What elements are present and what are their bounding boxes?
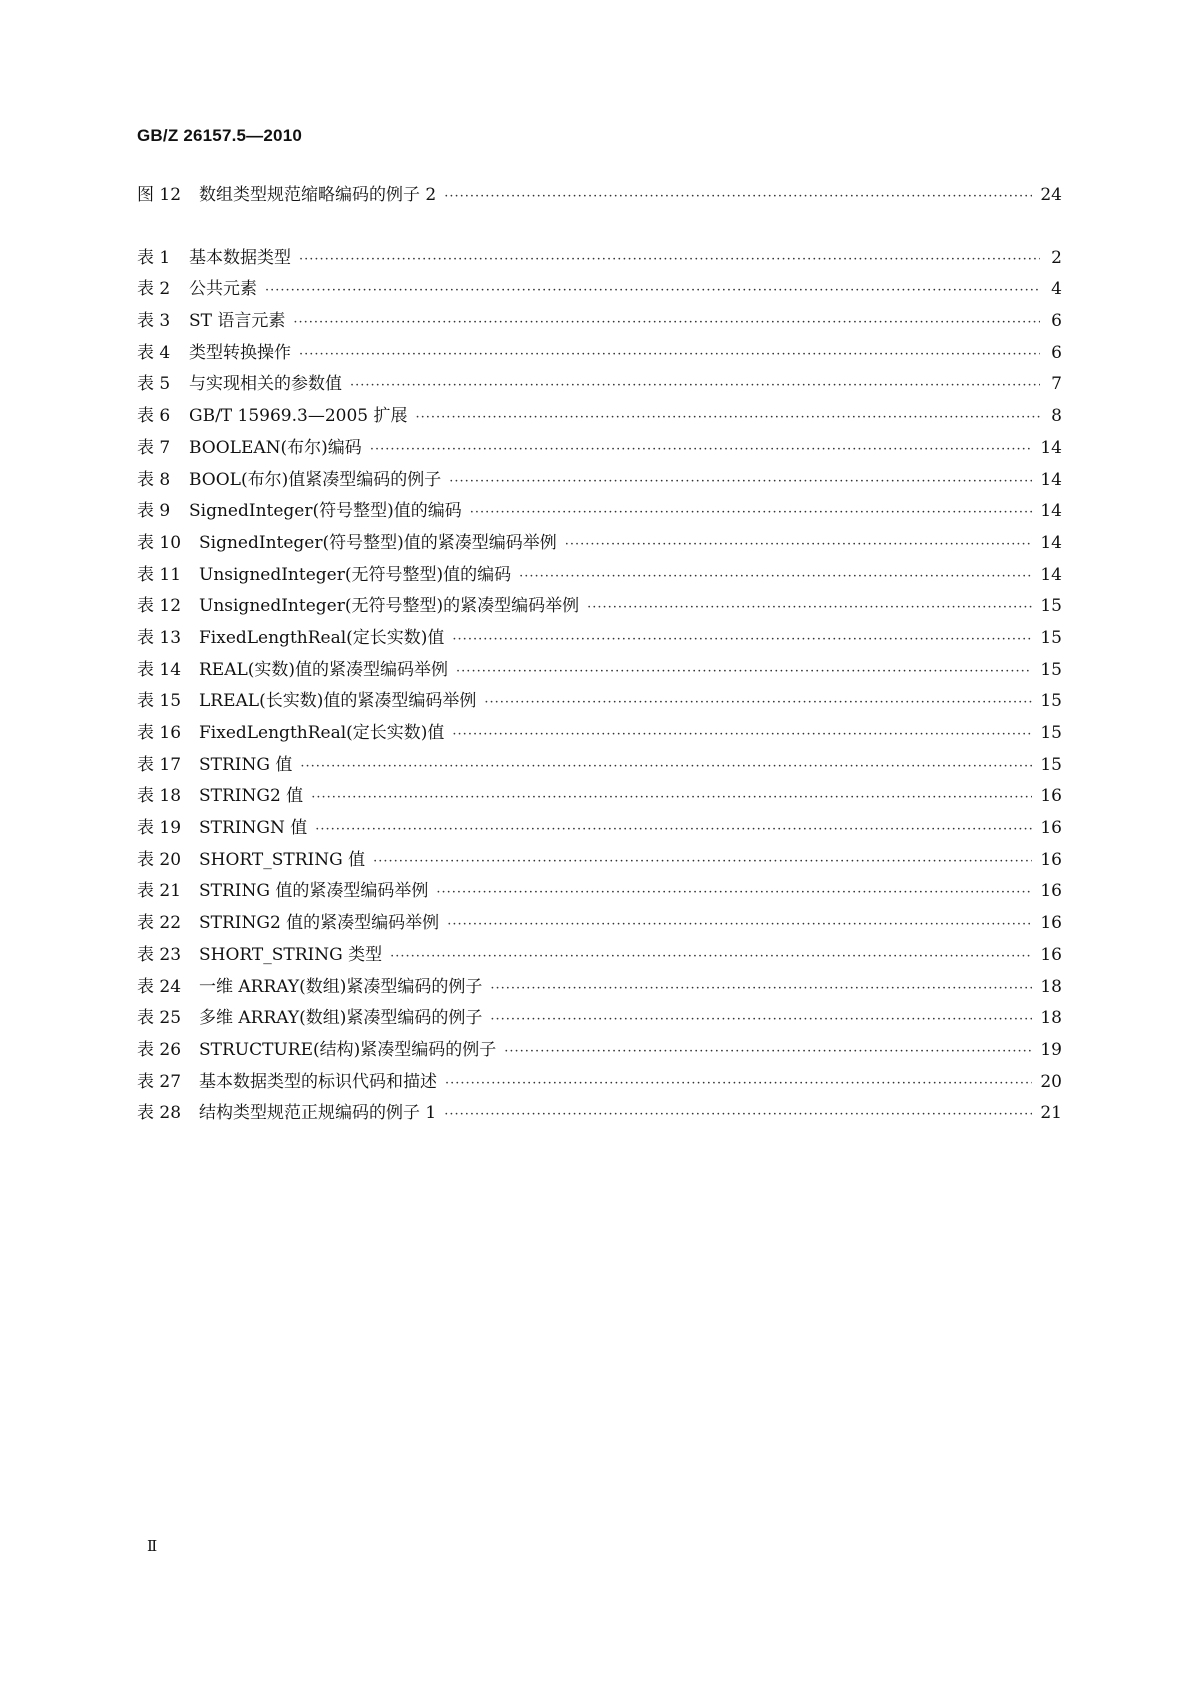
entry-number: 表 2 — [137, 279, 171, 300]
entry-title: 公共元素 — [189, 279, 257, 300]
toc-entry-table-23[interactable] — [137, 940, 1062, 972]
toc-entry-table-20[interactable] — [137, 845, 1062, 877]
toc-entry-table-25[interactable] — [137, 1003, 1062, 1035]
entry-page: 18 — [1040, 1008, 1062, 1029]
toc-entry-table-28[interactable] — [137, 1098, 1062, 1130]
entry-page: 16 — [1040, 913, 1062, 934]
entry-title: STRING 值 — [199, 754, 293, 775]
entry-number: 表 20 — [137, 849, 182, 870]
toc-entry-table-4[interactable] — [137, 338, 1062, 370]
entry-page: 20 — [1040, 1071, 1062, 1092]
entry-page: 15 — [1040, 596, 1062, 617]
entry-number: 表 17 — [137, 754, 182, 775]
entry-number: 表 21 — [137, 881, 182, 902]
dot-leader — [456, 664, 1032, 679]
dot-leader — [436, 885, 1032, 900]
entry-number: 表 18 — [137, 786, 182, 807]
entry-page: 2 — [1051, 247, 1062, 268]
entry-title: REAL(实数)值的紧凑型编码举例 — [199, 659, 449, 680]
toc-entry-table-27[interactable] — [137, 1067, 1062, 1099]
entry-page: 19 — [1040, 1039, 1062, 1060]
entry-page: 6 — [1051, 311, 1062, 332]
entry-page: 16 — [1040, 818, 1062, 839]
entry-page: 4 — [1051, 279, 1062, 300]
entry-title: SignedInteger(符号整型)值的紧凑型编码举例 — [199, 532, 557, 553]
entry-number: 表 7 — [137, 437, 171, 458]
dot-leader — [447, 917, 1032, 932]
toc-entry-table-19[interactable] — [137, 813, 1062, 845]
toc-entry-figure-12[interactable] — [137, 180, 1062, 212]
entry-title: 基本数据类型 — [189, 247, 291, 268]
toc-entry-table-18[interactable] — [137, 781, 1062, 813]
toc-entry-table-13[interactable] — [137, 623, 1062, 655]
toc-entry-table-24[interactable] — [137, 972, 1062, 1004]
toc-entry-table-21[interactable] — [137, 876, 1062, 908]
entry-number: 表 24 — [137, 976, 182, 997]
dot-leader — [299, 252, 1040, 267]
dot-leader — [444, 189, 1032, 204]
toc-entry-table-22[interactable] — [137, 908, 1062, 940]
dot-leader — [490, 1012, 1032, 1027]
toc-entry-table-6[interactable] — [137, 401, 1062, 433]
entry-title: STRING2 值的紧凑型编码举例 — [199, 913, 440, 934]
toc-entry-table-14[interactable] — [137, 655, 1062, 687]
dot-leader — [315, 822, 1032, 837]
entry-number: 表 25 — [137, 1008, 182, 1029]
dot-leader — [452, 632, 1032, 647]
entry-number: 表 3 — [137, 311, 171, 332]
entry-number: 表 23 — [137, 944, 182, 965]
toc-entry-table-12[interactable] — [137, 591, 1062, 623]
toc-entry-table-9[interactable] — [137, 496, 1062, 528]
dot-leader — [445, 1076, 1032, 1091]
entry-number: 表 13 — [137, 627, 182, 648]
document-code: GB/Z 26157.5—2010 — [137, 126, 302, 145]
entry-number: 表 14 — [137, 659, 182, 680]
entry-number: 表 4 — [137, 342, 171, 363]
dot-leader — [452, 727, 1032, 742]
toc-entry-table-2[interactable] — [137, 274, 1062, 306]
entry-title: FixedLengthReal(定长实数)值 — [199, 723, 445, 743]
dot-leader — [311, 790, 1032, 805]
entry-title: 与实现相关的参数值 — [189, 374, 342, 395]
entry-title: 基本数据类型的标识代码和描述 — [199, 1071, 437, 1092]
entry-title: GB/T 15969.3—2005 扩展 — [189, 406, 408, 427]
dot-leader — [373, 854, 1032, 869]
entry-number: 表 6 — [137, 406, 171, 427]
entry-number: 表 1 — [137, 247, 171, 268]
toc-entry-table-15[interactable] — [137, 686, 1062, 718]
entry-number: 表 10 — [137, 532, 182, 553]
entry-title: 类型转换操作 — [189, 342, 291, 363]
entry-page: 14 — [1040, 532, 1062, 553]
entry-title: STRINGN 值 — [199, 818, 308, 839]
table-of-contents — [137, 180, 1062, 1130]
dot-leader — [300, 759, 1032, 774]
entry-number: 图 12 — [137, 185, 182, 205]
entry-page: 24 — [1040, 185, 1062, 205]
dot-leader — [370, 442, 1033, 457]
dot-leader — [390, 949, 1032, 964]
entry-number: 表 5 — [137, 374, 171, 395]
entry-page: 18 — [1040, 976, 1062, 997]
entry-title: 多维 ARRAY(数组)紧凑型编码的例子 — [199, 1008, 483, 1029]
toc-entry-table-16[interactable] — [137, 718, 1062, 750]
dot-leader — [490, 981, 1032, 996]
table-list — [137, 243, 1062, 1130]
entry-page: 14 — [1040, 501, 1062, 522]
entry-title: LREAL(长实数)值的紧凑型编码举例 — [199, 691, 477, 712]
entry-title: STRUCTURE(结构)紧凑型编码的例子 — [199, 1039, 497, 1060]
toc-entry-table-26[interactable] — [137, 1035, 1062, 1067]
entry-title: STRING2 值 — [199, 786, 304, 807]
toc-entry-table-11[interactable] — [137, 560, 1062, 592]
dot-leader — [265, 283, 1040, 298]
entry-title: SignedInteger(符号整型)值的编码 — [189, 501, 462, 522]
toc-entry-table-7[interactable] — [137, 433, 1062, 465]
entry-title: ST 语言元素 — [189, 311, 286, 332]
dot-leader — [416, 410, 1040, 425]
toc-entry-table-17[interactable] — [137, 750, 1062, 782]
entry-page: 16 — [1040, 881, 1062, 902]
entry-page: 6 — [1051, 342, 1062, 363]
entry-page: 21 — [1040, 1103, 1062, 1124]
entry-number: 表 8 — [137, 469, 171, 490]
dot-leader — [470, 505, 1033, 520]
entry-title: SHORT_STRING 值 — [199, 849, 366, 870]
toc-entry-table-8[interactable] — [137, 465, 1062, 497]
entry-title: 结构类型规范正规编码的例子 1 — [199, 1103, 437, 1124]
entry-title: 数组类型规范缩略编码的例子 2 — [199, 185, 437, 205]
dot-leader — [449, 474, 1032, 489]
entry-page: 7 — [1051, 374, 1062, 395]
entry-title: SHORT_STRING 类型 — [199, 944, 383, 965]
entry-number: 表 11 — [137, 564, 182, 585]
entry-number: 表 9 — [137, 501, 171, 522]
dot-leader — [299, 347, 1040, 362]
entry-number: 表 16 — [137, 723, 182, 743]
dot-leader — [484, 695, 1032, 710]
dot-leader — [293, 315, 1040, 330]
entry-title: 一维 ARRAY(数组)紧凑型编码的例子 — [199, 976, 483, 997]
dot-leader — [350, 378, 1040, 393]
entry-page: 16 — [1040, 849, 1062, 870]
entry-page: 16 — [1040, 786, 1062, 807]
entry-title: BOOLEAN(布尔)编码 — [189, 437, 362, 458]
entry-page: 14 — [1040, 469, 1062, 490]
entry-page: 15 — [1040, 627, 1062, 648]
page-number: Ⅱ — [147, 1537, 158, 1555]
entry-number: 表 12 — [137, 596, 182, 617]
entry-number: 表 27 — [137, 1071, 182, 1092]
toc-entry-table-1[interactable] — [137, 243, 1062, 275]
toc-entry-table-3[interactable] — [137, 306, 1062, 338]
entry-page: 16 — [1040, 944, 1062, 965]
dot-leader — [444, 1107, 1032, 1122]
dot-leader — [587, 600, 1032, 615]
toc-entry-table-10[interactable] — [137, 528, 1062, 560]
dot-leader — [504, 1044, 1032, 1059]
entry-title: BOOL(布尔)值紧凑型编码的例子 — [189, 469, 442, 490]
dot-leader — [565, 537, 1033, 552]
entry-page: 8 — [1051, 406, 1062, 427]
dot-leader — [519, 569, 1032, 584]
entry-title: FixedLengthReal(定长实数)值 — [199, 627, 445, 648]
entry-number: 表 15 — [137, 691, 182, 712]
entry-number: 表 22 — [137, 913, 182, 934]
entry-title: STRING 值的紧凑型编码举例 — [199, 881, 429, 902]
entry-title: UnsignedInteger(无符号整型)值的编码 — [199, 564, 512, 585]
entry-page: 15 — [1040, 723, 1062, 743]
entry-page: 15 — [1040, 691, 1062, 712]
entry-page: 15 — [1040, 659, 1062, 680]
entry-page: 15 — [1040, 754, 1062, 775]
entry-page: 14 — [1040, 564, 1062, 585]
entry-number: 表 28 — [137, 1103, 182, 1124]
entry-number: 表 19 — [137, 818, 182, 839]
entry-page: 14 — [1040, 437, 1062, 458]
entry-title: UnsignedInteger(无符号整型)的紧凑型编码举例 — [199, 596, 580, 617]
toc-entry-table-5[interactable] — [137, 369, 1062, 401]
entry-number: 表 26 — [137, 1039, 182, 1060]
